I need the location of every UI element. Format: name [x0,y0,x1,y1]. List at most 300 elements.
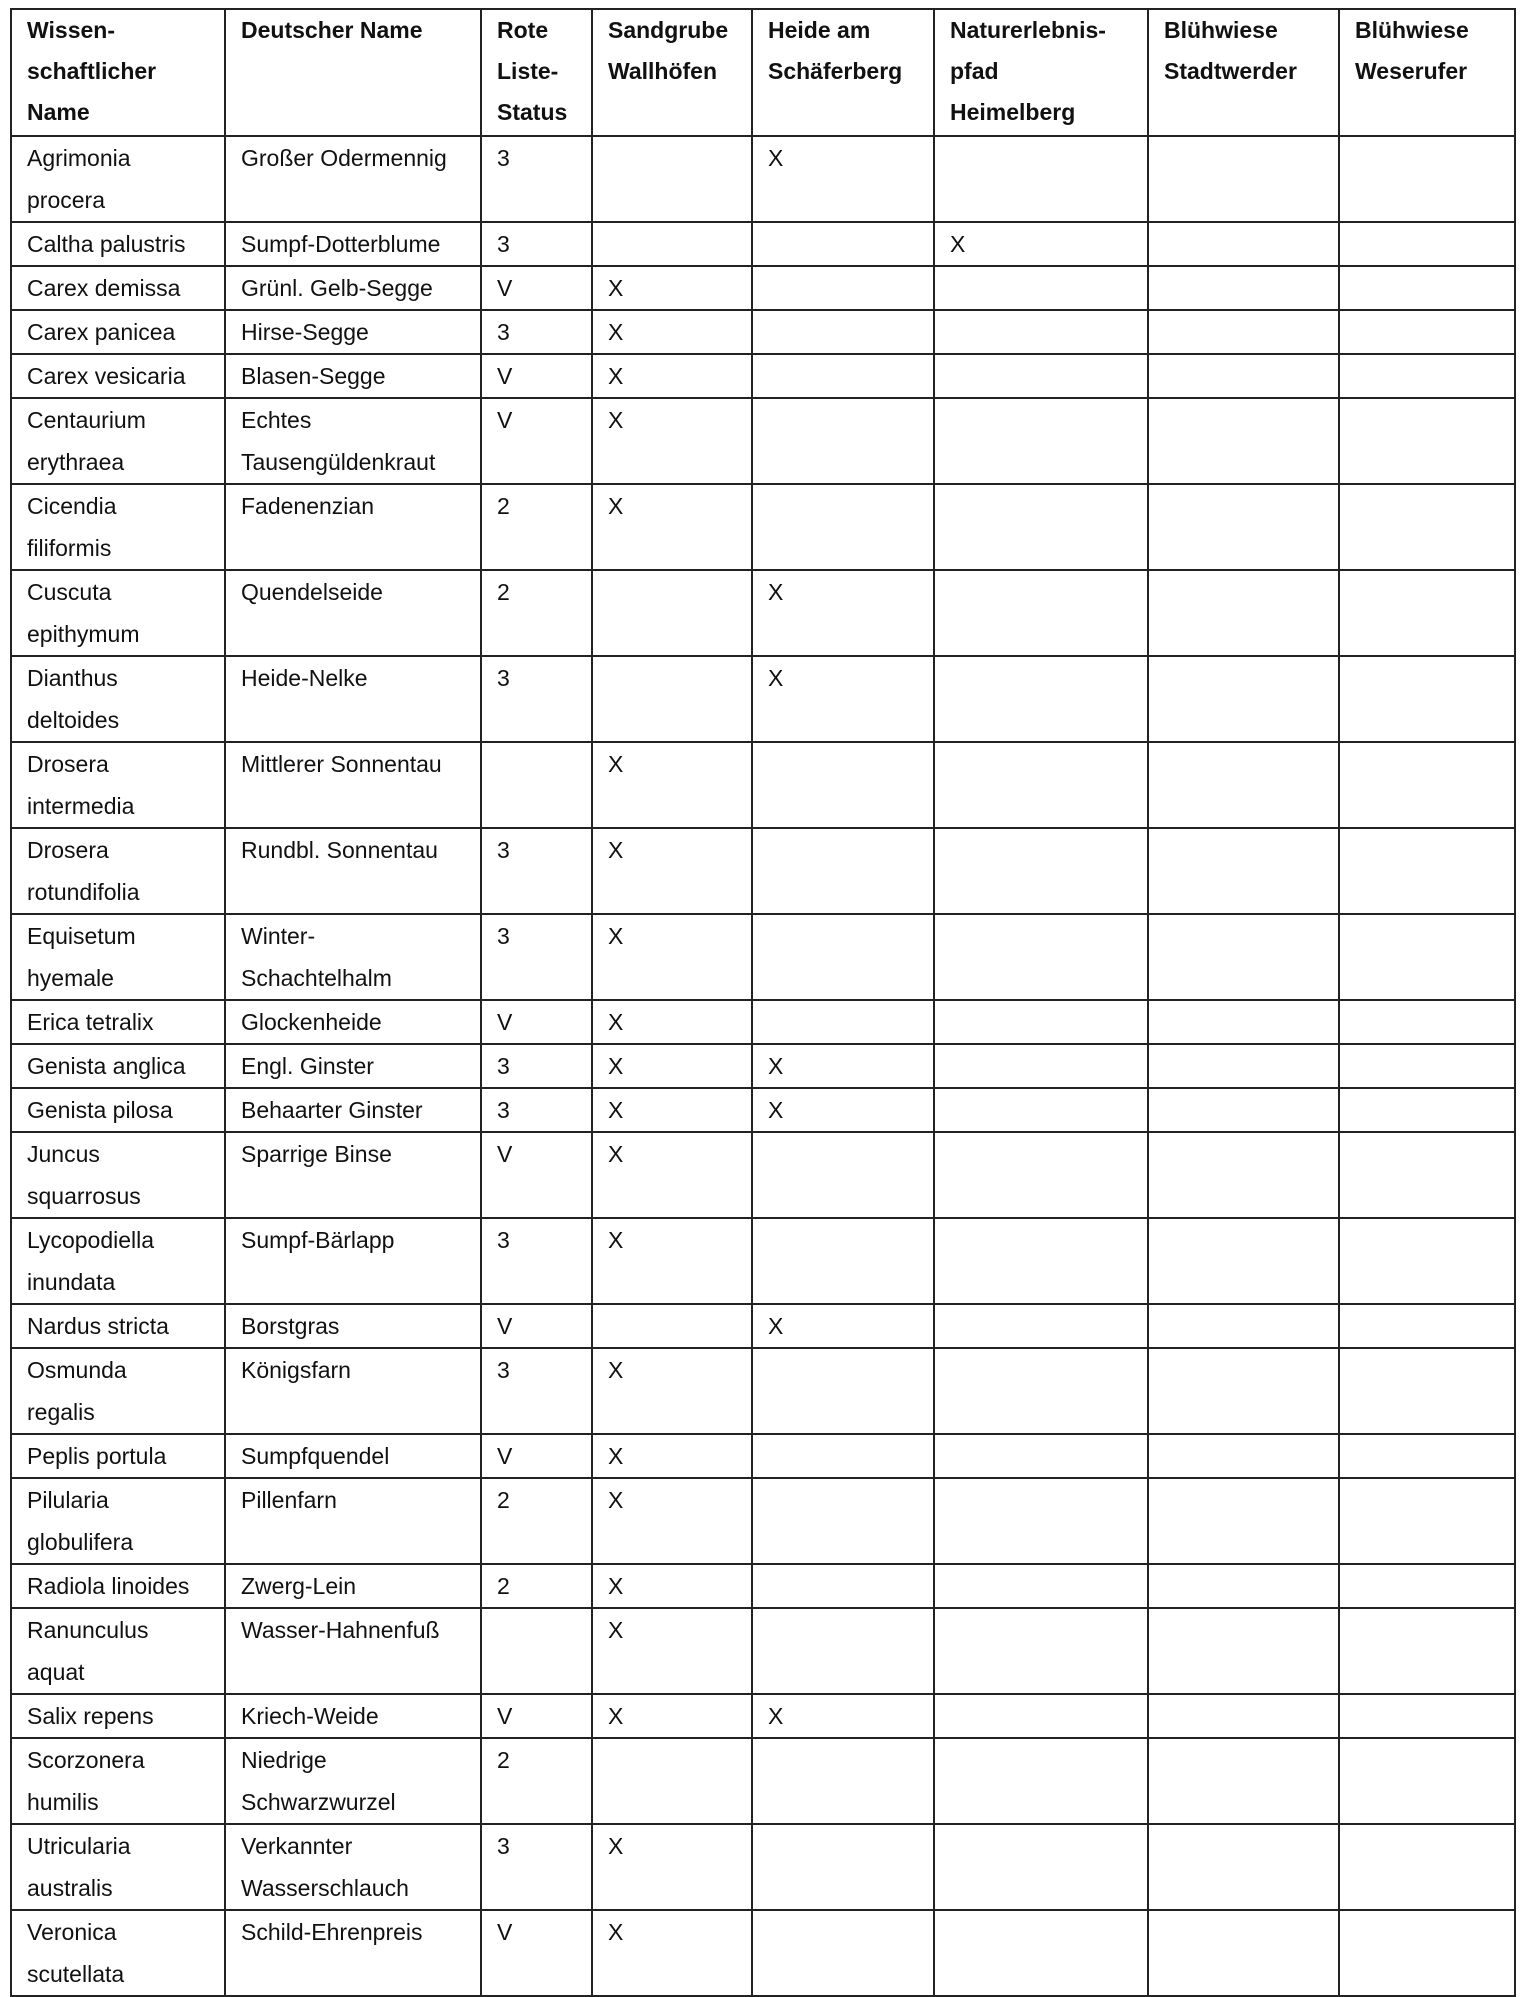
cell-red-list-status [481,1434,592,1478]
cell-german-name [225,484,481,570]
table-row [11,1694,1515,1738]
cell-scientific-name [11,1564,225,1608]
cell-red-list-status [481,136,592,222]
occurrence-mark: X [608,1487,624,1513]
cell-text: V [497,1009,513,1035]
cell-text: Niedrige [241,1747,327,1773]
cell-naturerlebnispfad-heimelberg [934,1824,1148,1910]
cell-red-list-status [481,1044,592,1088]
cell-heide-schaeferberg [752,1478,934,1564]
cell-sandgrube-wallhoefen [592,398,752,484]
cell-sandgrube-wallhoefen [592,570,752,656]
table-row [11,656,1515,742]
occurrence-mark: X [768,1703,784,1729]
cell-bluehwiese-weserufer [1339,914,1515,1000]
cell-text: Nardus stricta [27,1313,169,1339]
cell-german-name [225,1824,481,1910]
table-row [11,1218,1515,1304]
cell-text: deltoides [27,707,120,733]
cell-sandgrube-wallhoefen [592,1088,752,1132]
cell-naturerlebnispfad-heimelberg [934,1304,1148,1348]
cell-german-name [225,310,481,354]
cell-sandgrube-wallhoefen [592,266,752,310]
cell-red-list-status [481,222,592,266]
table-row [11,570,1515,656]
cell-text: Tausengüldenkraut [241,449,436,475]
cell-bluehwiese-weserufer [1339,1824,1515,1910]
cell-text: V [497,363,513,389]
cell-bluehwiese-weserufer [1339,1478,1515,1564]
cell-heide-schaeferberg [752,1218,934,1304]
cell-bluehwiese-stadtwerder [1148,828,1339,914]
cell-red-list-status [481,354,592,398]
cell-text: Drosera [27,751,109,777]
cell-bluehwiese-stadtwerder [1148,1738,1339,1824]
cell-sandgrube-wallhoefen [592,1478,752,1564]
cell-text: inundata [27,1269,116,1295]
cell-text: Dianthus [27,665,118,691]
cell-german-name [225,136,481,222]
cell-bluehwiese-weserufer [1339,1348,1515,1434]
cell-german-name [225,1478,481,1564]
cell-bluehwiese-weserufer [1339,1694,1515,1738]
occurrence-mark: X [608,1443,624,1469]
cell-text: Kriech-Weide [241,1703,379,1729]
table-row [11,222,1515,266]
cell-heide-schaeferberg [752,1738,934,1824]
cell-text: erythraea [27,449,125,475]
cell-text: 2 [497,1573,510,1599]
cell-text: V [497,1443,513,1469]
cell-heide-schaeferberg [752,914,934,1000]
table-row [11,1434,1515,1478]
cell-sandgrube-wallhoefen [592,1824,752,1910]
table-row [11,1478,1515,1564]
cell-sandgrube-wallhoefen [592,222,752,266]
cell-red-list-status [481,1824,592,1910]
cell-red-list-status [481,1348,592,1434]
cell-red-list-status [481,1910,592,1996]
cell-text: Juncus [27,1141,100,1167]
cell-text: Scorzonera [27,1747,145,1773]
cell-scientific-name [11,1218,225,1304]
cell-sandgrube-wallhoefen [592,914,752,1000]
cell-heide-schaeferberg [752,656,934,742]
table-row [11,1564,1515,1608]
cell-text: 3 [497,1357,510,1383]
cell-heide-schaeferberg [752,354,934,398]
cell-bluehwiese-stadtwerder [1148,1910,1339,1996]
occurrence-mark: X [608,1357,624,1383]
cell-sandgrube-wallhoefen [592,484,752,570]
cell-red-list-status [481,266,592,310]
cell-red-list-status [481,1088,592,1132]
occurrence-mark: X [608,493,624,519]
occurrence-mark: X [768,1097,784,1123]
column-header-text: Schäferberg [768,58,903,84]
cell-red-list-status [481,1738,592,1824]
column-header-text: schaftlicher [27,58,157,84]
cell-text: procera [27,187,105,213]
cell-bluehwiese-stadtwerder [1148,742,1339,828]
cell-heide-schaeferberg [752,1088,934,1132]
occurrence-mark: X [608,1053,624,1079]
column-header-german-name [225,9,481,136]
cell-bluehwiese-weserufer [1339,1088,1515,1132]
occurrence-mark: X [608,1097,624,1123]
cell-scientific-name [11,1694,225,1738]
occurrence-mark: X [768,1313,784,1339]
cell-bluehwiese-weserufer [1339,570,1515,656]
occurrence-mark: X [608,275,624,301]
cell-text: 3 [497,319,510,345]
column-header-bluehwiese-weserufer [1339,9,1515,136]
cell-text: Carex panicea [27,319,176,345]
cell-naturerlebnispfad-heimelberg [934,266,1148,310]
cell-text: V [497,275,513,301]
cell-text: Erica tetralix [27,1009,154,1035]
cell-naturerlebnispfad-heimelberg [934,570,1148,656]
cell-german-name [225,354,481,398]
cell-bluehwiese-weserufer [1339,1434,1515,1478]
cell-text: Rundbl. Sonnentau [241,837,438,863]
occurrence-mark: X [608,1009,624,1035]
cell-bluehwiese-weserufer [1339,656,1515,742]
cell-naturerlebnispfad-heimelberg [934,222,1148,266]
cell-text: V [497,1313,513,1339]
cell-text: Genista anglica [27,1053,186,1079]
cell-heide-schaeferberg [752,1608,934,1694]
column-header-sandgrube-wallhoefen [592,9,752,136]
cell-scientific-name [11,136,225,222]
column-header-text: Name [27,99,90,125]
cell-heide-schaeferberg [752,1132,934,1218]
cell-sandgrube-wallhoefen [592,1000,752,1044]
cell-bluehwiese-weserufer [1339,742,1515,828]
cell-german-name [225,1132,481,1218]
cell-text: Großer Odermennig [241,145,447,171]
cell-red-list-status [481,1304,592,1348]
cell-red-list-status [481,1000,592,1044]
column-header-text: Deutscher Name [241,17,423,43]
column-header-text: Heimelberg [950,99,1076,125]
cell-scientific-name [11,1478,225,1564]
table-row [11,1044,1515,1088]
column-header-text: Blühwiese [1164,17,1278,43]
cell-german-name [225,1044,481,1088]
cell-bluehwiese-weserufer [1339,266,1515,310]
cell-naturerlebnispfad-heimelberg [934,1348,1148,1434]
cell-text: V [497,1141,513,1167]
cell-naturerlebnispfad-heimelberg [934,1608,1148,1694]
cell-text: Pillenfarn [241,1487,337,1513]
cell-bluehwiese-weserufer [1339,1132,1515,1218]
cell-bluehwiese-stadtwerder [1148,222,1339,266]
cell-text: Zwerg-Lein [241,1573,357,1599]
cell-text: Salix repens [27,1703,154,1729]
occurrence-mark: X [608,923,624,949]
cell-scientific-name [11,1434,225,1478]
cell-text: Sparrige Binse [241,1141,392,1167]
cell-red-list-status [481,1132,592,1218]
table-row [11,484,1515,570]
cell-bluehwiese-stadtwerder [1148,354,1339,398]
cell-text: Borstgras [241,1313,340,1339]
occurrence-mark: X [608,1227,624,1253]
cell-scientific-name [11,1348,225,1434]
cell-bluehwiese-weserufer [1339,354,1515,398]
cell-text: globulifera [27,1529,134,1555]
column-header-red-list-status [481,9,592,136]
cell-bluehwiese-weserufer [1339,1218,1515,1304]
cell-bluehwiese-stadtwerder [1148,1044,1339,1088]
cell-bluehwiese-weserufer [1339,828,1515,914]
occurrence-mark: X [608,751,624,777]
cell-bluehwiese-stadtwerder [1148,1132,1339,1218]
cell-heide-schaeferberg [752,266,934,310]
occurrence-mark: X [608,363,624,389]
cell-text: 3 [497,1097,510,1123]
table-row [11,828,1515,914]
cell-naturerlebnispfad-heimelberg [934,136,1148,222]
table-row [11,1910,1515,1996]
cell-naturerlebnispfad-heimelberg [934,310,1148,354]
cell-text: Pilularia [27,1487,109,1513]
cell-naturerlebnispfad-heimelberg [934,1044,1148,1088]
cell-text: Hirse-Segge [241,319,369,345]
cell-heide-schaeferberg [752,1434,934,1478]
cell-text: Equisetum [27,923,136,949]
cell-naturerlebnispfad-heimelberg [934,1738,1148,1824]
cell-red-list-status [481,1218,592,1304]
cell-heide-schaeferberg [752,310,934,354]
cell-text: Winter- [241,923,316,949]
cell-bluehwiese-stadtwerder [1148,1608,1339,1694]
cell-german-name [225,1304,481,1348]
cell-scientific-name [11,222,225,266]
cell-bluehwiese-weserufer [1339,1000,1515,1044]
cell-text: Genista pilosa [27,1097,173,1123]
occurrence-mark: X [768,665,784,691]
table-row [11,1132,1515,1218]
table-header [11,9,1515,136]
occurrence-mark: X [608,1833,624,1859]
cell-text: Echtes [241,407,312,433]
occurrence-mark: X [608,837,624,863]
cell-text: Verkannter [241,1833,353,1859]
cell-heide-schaeferberg [752,136,934,222]
occurrence-mark: X [608,1617,624,1643]
cell-scientific-name [11,1738,225,1824]
cell-scientific-name [11,1608,225,1694]
cell-text: Wasser-Hahnenfuß [241,1617,440,1643]
cell-german-name [225,1218,481,1304]
header-row [11,9,1515,136]
cell-bluehwiese-stadtwerder [1148,914,1339,1000]
cell-text: Engl. Ginster [241,1053,374,1079]
column-header-text: Weserufer [1355,58,1468,84]
cell-sandgrube-wallhoefen [592,828,752,914]
cell-heide-schaeferberg [752,1000,934,1044]
table-row [11,266,1515,310]
cell-german-name [225,266,481,310]
cell-red-list-status [481,484,592,570]
cell-bluehwiese-weserufer [1339,1910,1515,1996]
cell-text: Sumpf-Dotterblume [241,231,441,257]
cell-heide-schaeferberg [752,1304,934,1348]
cell-text: filiformis [27,535,112,561]
column-header-text: Wissen- [27,17,115,43]
cell-sandgrube-wallhoefen [592,1738,752,1824]
cell-bluehwiese-stadtwerder [1148,1304,1339,1348]
cell-heide-schaeferberg [752,222,934,266]
cell-german-name [225,222,481,266]
cell-naturerlebnispfad-heimelberg [934,656,1148,742]
cell-text: Cuscuta [27,579,112,605]
cell-naturerlebnispfad-heimelberg [934,1218,1148,1304]
cell-text: Königsfarn [241,1357,351,1383]
table-row [11,1304,1515,1348]
cell-german-name [225,1608,481,1694]
cell-text: Caltha palustris [27,231,186,257]
cell-text: 2 [497,579,510,605]
cell-text: scutellata [27,1961,125,1987]
cell-text: Ranunculus [27,1617,149,1643]
cell-bluehwiese-stadtwerder [1148,656,1339,742]
cell-naturerlebnispfad-heimelberg [934,1434,1148,1478]
column-header-text: Sandgrube [608,17,729,43]
cell-bluehwiese-stadtwerder [1148,1088,1339,1132]
cell-text: Grünl. Gelb-Segge [241,275,433,301]
cell-text: Blasen-Segge [241,363,386,389]
cell-text: 3 [497,145,510,171]
cell-scientific-name [11,1304,225,1348]
column-header-text: pfad [950,58,999,84]
cell-heide-schaeferberg [752,742,934,828]
cell-bluehwiese-stadtwerder [1148,1564,1339,1608]
cell-text: Osmunda [27,1357,127,1383]
occurrence-mark: X [768,1053,784,1079]
cell-sandgrube-wallhoefen [592,1218,752,1304]
cell-bluehwiese-stadtwerder [1148,570,1339,656]
cell-german-name [225,1434,481,1478]
cell-naturerlebnispfad-heimelberg [934,1564,1148,1608]
cell-text: 2 [497,1487,510,1513]
cell-bluehwiese-stadtwerder [1148,1348,1339,1434]
cell-scientific-name [11,398,225,484]
cell-text: epithymum [27,621,140,647]
column-header-text: Rote [497,17,549,43]
cell-text: hyemale [27,965,114,991]
cell-red-list-status [481,310,592,354]
cell-bluehwiese-weserufer [1339,1044,1515,1088]
cell-text: Schild-Ehrenpreis [241,1919,423,1945]
column-header-bluehwiese-stadtwerder [1148,9,1339,136]
cell-bluehwiese-stadtwerder [1148,1478,1339,1564]
occurrence-mark: X [608,1141,624,1167]
cell-text: Peplis portula [27,1443,167,1469]
cell-text: Fadenenzian [241,493,374,519]
cell-bluehwiese-weserufer [1339,1564,1515,1608]
cell-heide-schaeferberg [752,1694,934,1738]
cell-heide-schaeferberg [752,1348,934,1434]
table-row [11,742,1515,828]
occurrence-mark: X [608,407,624,433]
cell-text: 3 [497,665,510,691]
cell-text: regalis [27,1399,95,1425]
cell-bluehwiese-stadtwerder [1148,266,1339,310]
cell-scientific-name [11,1088,225,1132]
cell-heide-schaeferberg [752,1044,934,1088]
cell-scientific-name [11,1044,225,1088]
cell-sandgrube-wallhoefen [592,742,752,828]
cell-text: Sumpfquendel [241,1443,390,1469]
cell-text: 3 [497,923,510,949]
cell-text: Agrimonia [27,145,131,171]
cell-naturerlebnispfad-heimelberg [934,1000,1148,1044]
cell-naturerlebnispfad-heimelberg [934,1088,1148,1132]
cell-bluehwiese-weserufer [1339,1304,1515,1348]
cell-scientific-name [11,1132,225,1218]
cell-bluehwiese-stadtwerder [1148,310,1339,354]
cell-naturerlebnispfad-heimelberg [934,1478,1148,1564]
cell-text: 3 [497,1227,510,1253]
cell-german-name [225,1564,481,1608]
cell-sandgrube-wallhoefen [592,1304,752,1348]
cell-text: Heide-Nelke [241,665,368,691]
cell-text: australis [27,1875,113,1901]
cell-sandgrube-wallhoefen [592,1434,752,1478]
cell-german-name [225,742,481,828]
cell-bluehwiese-stadtwerder [1148,1694,1339,1738]
table-row [11,1000,1515,1044]
cell-red-list-status [481,1478,592,1564]
cell-text: humilis [27,1789,99,1815]
cell-german-name [225,656,481,742]
cell-text: Lycopodiella [27,1227,155,1253]
cell-german-name [225,1738,481,1824]
cell-bluehwiese-weserufer [1339,1738,1515,1824]
cell-sandgrube-wallhoefen [592,1564,752,1608]
occurrence-mark: X [608,319,624,345]
table-row [11,310,1515,354]
cell-bluehwiese-stadtwerder [1148,1000,1339,1044]
cell-text: Behaarter Ginster [241,1097,423,1123]
occurrence-mark: X [768,579,784,605]
cell-sandgrube-wallhoefen [592,354,752,398]
column-header-naturerlebnispfad-heimelberg [934,9,1148,136]
column-header-scientific-name [11,9,225,136]
cell-text: V [497,407,513,433]
cell-red-list-status [481,828,592,914]
cell-text: Sumpf-Bärlapp [241,1227,395,1253]
table-row [11,354,1515,398]
cell-german-name [225,828,481,914]
cell-bluehwiese-stadtwerder [1148,1824,1339,1910]
cell-text: Quendelseide [241,579,383,605]
cell-naturerlebnispfad-heimelberg [934,1694,1148,1738]
cell-text: Mittlerer Sonnentau [241,751,442,777]
column-header-text: Status [497,99,568,125]
cell-sandgrube-wallhoefen [592,1132,752,1218]
cell-text: rotundifolia [27,879,140,905]
cell-naturerlebnispfad-heimelberg [934,1132,1148,1218]
cell-heide-schaeferberg [752,828,934,914]
cell-red-list-status [481,398,592,484]
cell-text: Carex demissa [27,275,181,301]
cell-text: Veronica [27,1919,117,1945]
table-row [11,914,1515,1000]
